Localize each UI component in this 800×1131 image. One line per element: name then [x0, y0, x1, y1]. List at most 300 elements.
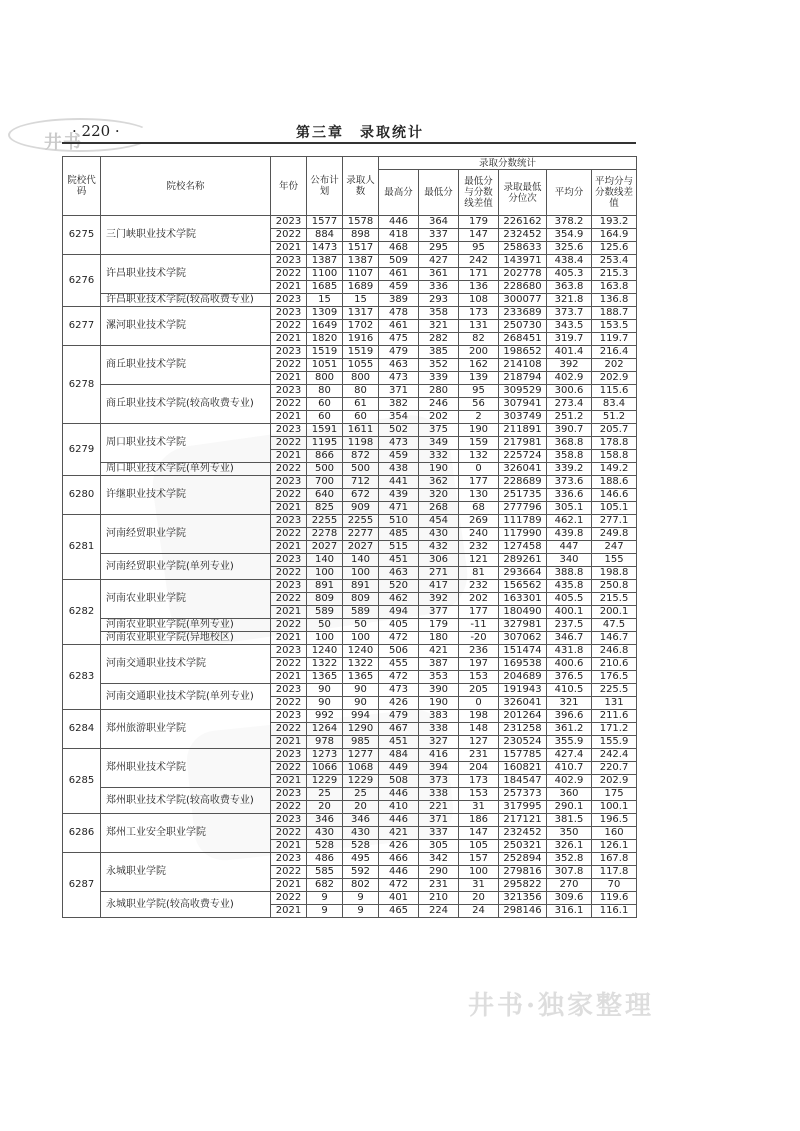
cell-value: 119.6 — [592, 892, 637, 905]
cell-school-name: 周口职业技术学院(单列专业) — [101, 463, 271, 476]
header-year: 年份 — [271, 157, 307, 216]
cell-school-name: 郑州职业技术学院(较高收费专业) — [101, 788, 271, 814]
cell-value: 0 — [459, 697, 499, 710]
cell-value: 358 — [419, 307, 459, 320]
cell-value: 83.4 — [592, 398, 637, 411]
cell-value: 2022 — [271, 827, 307, 840]
cell-value: 712 — [343, 476, 379, 489]
cell-value: 337 — [419, 229, 459, 242]
cell-value: 1702 — [343, 320, 379, 333]
cell-value: 2022 — [271, 463, 307, 476]
cell-school-name: 商丘职业技术学院(较高收费专业) — [101, 385, 271, 424]
cell-value: 171.2 — [592, 723, 637, 736]
cell-value: 217981 — [499, 437, 547, 450]
cell-value: 2277 — [343, 528, 379, 541]
cell-value: 242 — [459, 255, 499, 268]
cell-value: 2022 — [271, 697, 307, 710]
cell-value: 2023 — [271, 684, 307, 697]
cell-school-name: 许昌职业技术学院(较高收费专业) — [101, 294, 271, 307]
cell-value: 410.7 — [547, 762, 592, 775]
cell-value: 320 — [419, 489, 459, 502]
cell-value: 339 — [419, 372, 459, 385]
cell-value: 430 — [419, 528, 459, 541]
cell-value: 1689 — [343, 281, 379, 294]
cell-value: 146.7 — [592, 632, 637, 645]
cell-value: 175 — [592, 788, 637, 801]
cell-code: 6279 — [63, 424, 101, 476]
cell-value: 258633 — [499, 242, 547, 255]
cell-value: 2027 — [343, 541, 379, 554]
cell-value: 338 — [419, 788, 459, 801]
cell-value: 373.7 — [547, 307, 592, 320]
cell-value: 2278 — [307, 528, 343, 541]
cell-value: 426 — [379, 840, 419, 853]
cell-value: 479 — [379, 710, 419, 723]
cell-value: 225.5 — [592, 684, 637, 697]
cell-value: 378.2 — [547, 216, 592, 229]
cell-value: 349 — [419, 437, 459, 450]
cell-value: 204 — [459, 762, 499, 775]
cell-value: 179 — [419, 619, 459, 632]
cell-value: 2022 — [271, 866, 307, 879]
cell-code: 6275 — [63, 216, 101, 255]
table-row — [63, 814, 637, 827]
cell-value: 50 — [343, 619, 379, 632]
cell-code: 6286 — [63, 814, 101, 853]
cell-value: 270 — [547, 879, 592, 892]
cell-value: 1820 — [307, 333, 343, 346]
cell-value: 155 — [592, 554, 637, 567]
cell-value: 20 — [459, 892, 499, 905]
cell-value: 117990 — [499, 528, 547, 541]
cell-value: 385 — [419, 346, 459, 359]
table-body — [63, 216, 637, 918]
cell-value: 449 — [379, 762, 419, 775]
cell-value: 307941 — [499, 398, 547, 411]
cell-value: 271 — [419, 567, 459, 580]
cell-value: 1273 — [307, 749, 343, 762]
cell-value: 2023 — [271, 476, 307, 489]
cell-code: 6285 — [63, 749, 101, 814]
cell-school-name: 河南农业职业学院(异地校区) — [101, 632, 271, 645]
cell-value: 90 — [343, 684, 379, 697]
cell-value: 326041 — [499, 697, 547, 710]
cell-value: 250321 — [499, 840, 547, 853]
cell-school-name: 河南农业职业学院 — [101, 580, 271, 619]
cell-value: 484 — [379, 749, 419, 762]
cell-value: 430 — [343, 827, 379, 840]
cell-value: 431.8 — [547, 645, 592, 658]
cell-value: 1473 — [307, 242, 343, 255]
cell-value: 421 — [379, 827, 419, 840]
table-row — [63, 853, 637, 866]
cell-value: 383 — [419, 710, 459, 723]
cell-value: 2023 — [271, 346, 307, 359]
cell-value: 866 — [307, 450, 343, 463]
cell-value: 592 — [343, 866, 379, 879]
table-row — [63, 554, 637, 567]
cell-value: 240 — [459, 528, 499, 541]
cell-value: 454 — [419, 515, 459, 528]
cell-value: 163301 — [499, 593, 547, 606]
cell-value: 396.6 — [547, 710, 592, 723]
cell-value: 300.6 — [547, 385, 592, 398]
cell-value: 9 — [343, 905, 379, 918]
cell-value: 309.6 — [547, 892, 592, 905]
cell-value: 321 — [419, 320, 459, 333]
cell-value: 682 — [307, 879, 343, 892]
cell-value: 439 — [379, 489, 419, 502]
cell-value: 2022 — [271, 320, 307, 333]
cell-value: 277796 — [499, 502, 547, 515]
cell-value: 247 — [592, 541, 637, 554]
cell-value: 1591 — [307, 424, 343, 437]
cell-value: 1277 — [343, 749, 379, 762]
cell-value: 2022 — [271, 359, 307, 372]
cell-value: 364 — [419, 216, 459, 229]
cell-value: 305.1 — [547, 502, 592, 515]
cell-value: 60 — [343, 411, 379, 424]
cell-value: 400.1 — [547, 606, 592, 619]
cell-value: 640 — [307, 489, 343, 502]
cell-value: 2021 — [271, 905, 307, 918]
cell-value: 585 — [307, 866, 343, 879]
cell-value: 427.4 — [547, 749, 592, 762]
cell-value: 373 — [419, 775, 459, 788]
cell-value: 60 — [307, 398, 343, 411]
cell-value: 228689 — [499, 476, 547, 489]
cell-value: 417 — [419, 580, 459, 593]
cell-value: 31 — [459, 879, 499, 892]
header-rule — [62, 142, 636, 144]
cell-value: 151474 — [499, 645, 547, 658]
cell-value: 273.4 — [547, 398, 592, 411]
cell-value: 2023 — [271, 710, 307, 723]
cell-value: 672 — [343, 489, 379, 502]
cell-value: 200.1 — [592, 606, 637, 619]
cell-value: 346.7 — [547, 632, 592, 645]
cell-value: 463 — [379, 567, 419, 580]
cell-value: 502 — [379, 424, 419, 437]
cell-value: 520 — [379, 580, 419, 593]
cell-value: 139 — [459, 372, 499, 385]
cell-value: 2255 — [307, 515, 343, 528]
cell-value: 282 — [419, 333, 459, 346]
cell-value: 371 — [419, 814, 459, 827]
cell-value: 268451 — [499, 333, 547, 346]
cell-value: 494 — [379, 606, 419, 619]
cell-value: 2022 — [271, 801, 307, 814]
cell-code: 6287 — [63, 853, 101, 918]
cell-value: 131 — [459, 320, 499, 333]
header-plan: 公布计划 — [307, 157, 343, 216]
cell-value: 992 — [307, 710, 343, 723]
cell-value: 506 — [379, 645, 419, 658]
cell-value: 2023 — [271, 580, 307, 593]
cell-value: 355.9 — [547, 736, 592, 749]
chapter-title: 第三章 录取统计 — [296, 125, 424, 141]
cell-value: 459 — [379, 450, 419, 463]
cell-value: 2021 — [271, 502, 307, 515]
cell-value: 388.8 — [547, 567, 592, 580]
cell-code: 6284 — [63, 710, 101, 749]
cell-value: 2021 — [271, 242, 307, 255]
cell-value: 251.2 — [547, 411, 592, 424]
cell-value: 466 — [379, 853, 419, 866]
cell-school-name: 许昌职业技术学院 — [101, 255, 271, 294]
table-row — [63, 216, 637, 229]
table-row — [63, 788, 637, 801]
cell-value: 232452 — [499, 229, 547, 242]
cell-value: 462 — [379, 593, 419, 606]
cell-value: 528 — [343, 840, 379, 853]
cell-value: 376.5 — [547, 671, 592, 684]
cell-value: 191943 — [499, 684, 547, 697]
cell-value: 377 — [419, 606, 459, 619]
cell-value: 426 — [379, 697, 419, 710]
cell-value: 446 — [379, 866, 419, 879]
cell-value: 127458 — [499, 541, 547, 554]
cell-value: 809 — [307, 593, 343, 606]
page-number: · 220 · — [72, 122, 120, 140]
cell-value: 210 — [419, 892, 459, 905]
cell-code: 6276 — [63, 255, 101, 307]
cell-value: 2023 — [271, 307, 307, 320]
cell-value: 231 — [419, 879, 459, 892]
cell-value: 160 — [592, 827, 637, 840]
cell-value: 463 — [379, 359, 419, 372]
cell-value: 508 — [379, 775, 419, 788]
cell-value: 350 — [547, 827, 592, 840]
cell-value: 2255 — [343, 515, 379, 528]
cell-value: 2021 — [271, 411, 307, 424]
cell-value: 884 — [307, 229, 343, 242]
cell-value: 68 — [459, 502, 499, 515]
cell-value: 373.6 — [547, 476, 592, 489]
cell-value: 486 — [307, 853, 343, 866]
cell-value: 147 — [459, 229, 499, 242]
cell-value: 9 — [343, 892, 379, 905]
cell-value: 2022 — [271, 658, 307, 671]
cell-value: 438.4 — [547, 255, 592, 268]
header-min-diff: 最低分与分数线差值 — [459, 170, 499, 216]
cell-value: 2021 — [271, 606, 307, 619]
cell-value: 1517 — [343, 242, 379, 255]
cell-value: 100 — [307, 567, 343, 580]
cell-value: 802 — [343, 879, 379, 892]
cell-value: 392 — [419, 593, 459, 606]
cell-value: 1309 — [307, 307, 343, 320]
admission-table — [62, 156, 637, 918]
cell-value: 90 — [307, 697, 343, 710]
cell-value: 250.8 — [592, 580, 637, 593]
cell-value: 31 — [459, 801, 499, 814]
cell-value: 478 — [379, 307, 419, 320]
cell-value: 435.8 — [547, 580, 592, 593]
cell-value: 15 — [307, 294, 343, 307]
cell-value: -11 — [459, 619, 499, 632]
cell-value: 100.1 — [592, 801, 637, 814]
cell-value: 361.2 — [547, 723, 592, 736]
cell-value: 1100 — [307, 268, 343, 281]
cell-value: 1290 — [343, 723, 379, 736]
cell-value: 321356 — [499, 892, 547, 905]
cell-value: 2022 — [271, 619, 307, 632]
cell-value: 225724 — [499, 450, 547, 463]
cell-value: 354.9 — [547, 229, 592, 242]
cell-value: 269 — [459, 515, 499, 528]
cell-value: 339.2 — [547, 463, 592, 476]
cell-value: 80 — [343, 385, 379, 398]
cell-value: 290 — [419, 866, 459, 879]
cell-value: 825 — [307, 502, 343, 515]
cell-value: 461 — [379, 320, 419, 333]
cell-value: 2021 — [271, 775, 307, 788]
cell-value: 300077 — [499, 294, 547, 307]
cell-code: 6277 — [63, 307, 101, 346]
table-row — [63, 385, 637, 398]
cell-value: 1387 — [307, 255, 343, 268]
cell-value: 891 — [307, 580, 343, 593]
cell-code: 6283 — [63, 645, 101, 710]
cell-value: 180490 — [499, 606, 547, 619]
cell-value: 326041 — [499, 463, 547, 476]
cell-value: 375 — [419, 424, 459, 437]
cell-value: 211891 — [499, 424, 547, 437]
cell-value: 200 — [459, 346, 499, 359]
cell-value: 1611 — [343, 424, 379, 437]
cell-value: 250730 — [499, 320, 547, 333]
cell-value: 211.6 — [592, 710, 637, 723]
cell-value: 56 — [459, 398, 499, 411]
cell-value: 2022 — [271, 593, 307, 606]
cell-value: 430 — [307, 827, 343, 840]
cell-value: 251735 — [499, 489, 547, 502]
cell-value: 70 — [592, 879, 637, 892]
cell-value: 216.4 — [592, 346, 637, 359]
cell-value: 190 — [419, 697, 459, 710]
cell-value: 338 — [419, 723, 459, 736]
cell-school-name: 漯河职业技术学院 — [101, 307, 271, 346]
cell-value: 289261 — [499, 554, 547, 567]
table-row — [63, 892, 637, 905]
cell-value: 416 — [419, 749, 459, 762]
cell-value: 176.5 — [592, 671, 637, 684]
cell-value: 190 — [459, 424, 499, 437]
cell-value: 196.5 — [592, 814, 637, 827]
cell-value: 461 — [379, 268, 419, 281]
cell-value: 2023 — [271, 645, 307, 658]
cell-value: 446 — [379, 788, 419, 801]
cell-value: 202 — [592, 359, 637, 372]
cell-value: 2022 — [271, 567, 307, 580]
cell-value: 153 — [459, 671, 499, 684]
cell-value: 2023 — [271, 216, 307, 229]
cell-value: 210.6 — [592, 658, 637, 671]
cell-value: 140 — [307, 554, 343, 567]
cell-value: 164.9 — [592, 229, 637, 242]
cell-value: 2023 — [271, 554, 307, 567]
cell-value: 228680 — [499, 281, 547, 294]
cell-value: 236 — [459, 645, 499, 658]
cell-value: 891 — [343, 580, 379, 593]
cell-value: 985 — [343, 736, 379, 749]
cell-school-name: 河南交通职业技术学院 — [101, 645, 271, 684]
cell-value: 290.1 — [547, 801, 592, 814]
table-row — [63, 463, 637, 476]
cell-value: 100 — [307, 632, 343, 645]
cell-value: 405.5 — [547, 593, 592, 606]
cell-value: 198652 — [499, 346, 547, 359]
cell-code: 6282 — [63, 580, 101, 645]
cell-value: 111789 — [499, 515, 547, 528]
cell-value: 441 — [379, 476, 419, 489]
cell-value: 360 — [547, 788, 592, 801]
cell-value: 390 — [419, 684, 459, 697]
cell-value: 136.8 — [592, 294, 637, 307]
cell-value: 1519 — [343, 346, 379, 359]
cell-value: 214108 — [499, 359, 547, 372]
table-row — [63, 645, 637, 658]
cell-value: 2023 — [271, 515, 307, 528]
header-avg-diff: 平均分与分数线差值 — [592, 170, 637, 216]
cell-value: 2021 — [271, 541, 307, 554]
cell-value: 2022 — [271, 229, 307, 242]
cell-value: 9 — [307, 905, 343, 918]
cell-value: 363.8 — [547, 281, 592, 294]
cell-value: 346 — [307, 814, 343, 827]
table-row — [63, 684, 637, 697]
cell-value: 100 — [343, 632, 379, 645]
cell-value: 119.7 — [592, 333, 637, 346]
cell-value: 898 — [343, 229, 379, 242]
cell-value: 471 — [379, 502, 419, 515]
cell-value: 202.9 — [592, 775, 637, 788]
cell-value: 340 — [547, 554, 592, 567]
cell-value: 306 — [419, 554, 459, 567]
cell-value: 2022 — [271, 723, 307, 736]
cell-value: 253.4 — [592, 255, 637, 268]
cell-code: 6280 — [63, 476, 101, 515]
cell-value: 479 — [379, 346, 419, 359]
cell-value: 201264 — [499, 710, 547, 723]
cell-value: 81 — [459, 567, 499, 580]
cell-value: 173 — [459, 775, 499, 788]
cell-value: 160821 — [499, 762, 547, 775]
cell-value: 800 — [307, 372, 343, 385]
cell-value: 197 — [459, 658, 499, 671]
cell-value: 116.1 — [592, 905, 637, 918]
cell-value: 230524 — [499, 736, 547, 749]
cell-value: 1107 — [343, 268, 379, 281]
cell-value: 20 — [343, 801, 379, 814]
cell-value: 252894 — [499, 853, 547, 866]
cell-value: 509 — [379, 255, 419, 268]
cell-value: 1068 — [343, 762, 379, 775]
cell-value: 462.1 — [547, 515, 592, 528]
cell-value: 149.2 — [592, 463, 637, 476]
table-row — [63, 307, 637, 320]
cell-value: 105 — [459, 840, 499, 853]
cell-value: 510 — [379, 515, 419, 528]
cell-school-name: 郑州职业技术学院 — [101, 749, 271, 788]
cell-value: 438 — [379, 463, 419, 476]
cell-value: 2021 — [271, 671, 307, 684]
cell-value: 325.6 — [547, 242, 592, 255]
cell-value: 2027 — [307, 541, 343, 554]
cell-value: 368.8 — [547, 437, 592, 450]
cell-value: 125.6 — [592, 242, 637, 255]
